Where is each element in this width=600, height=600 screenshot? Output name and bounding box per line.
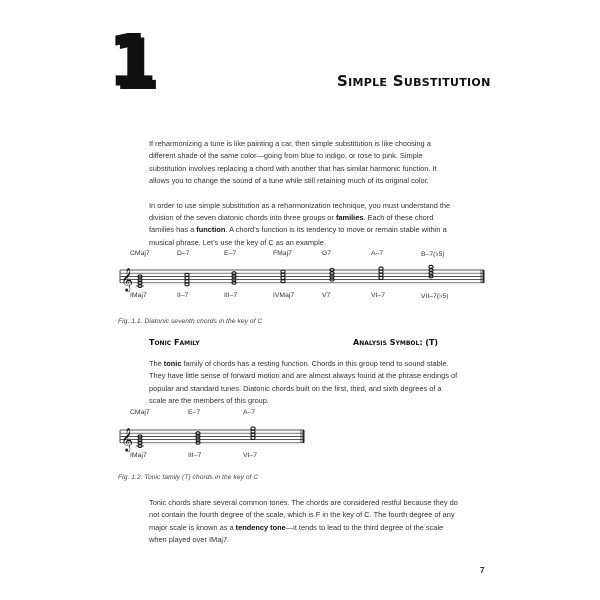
whole-note <box>281 273 285 276</box>
chord-symbol: A–7 <box>243 409 256 416</box>
bold-term-function: function <box>196 225 226 235</box>
whole-note <box>251 430 255 433</box>
figure-1-caption: Fig. 1.1. Diatonic seventh chords in the key of C <box>118 318 263 325</box>
staff-figure-1 <box>118 260 488 296</box>
chord-symbol: E–7 <box>188 409 201 416</box>
treble-clef-icon: 𝄞 <box>121 266 133 291</box>
whole-note <box>379 270 383 273</box>
whole-note <box>185 280 189 283</box>
chord-symbol: E–7 <box>224 250 237 257</box>
whole-note <box>281 277 285 280</box>
figure-2-caption: Fig. 1.2. Tonic family (T) chords in the key of C <box>118 474 259 481</box>
analysis-symbol: Analysis Symbol: (T) <box>353 338 439 347</box>
whole-note <box>251 433 255 436</box>
whole-note <box>251 427 255 430</box>
section-heading-tonic: Tonic Family <box>149 338 200 347</box>
chapter-number: 1 <box>108 20 157 102</box>
chord-symbol: A–7 <box>371 250 384 257</box>
figure-1-1 <box>118 250 488 310</box>
treble-clef-icon: 𝄞 <box>121 426 133 451</box>
chord-symbol: B–7(♭5) <box>421 251 445 258</box>
chord-symbol: D–7 <box>177 250 190 257</box>
whole-note <box>379 273 383 276</box>
roman-numeral: II–7 <box>177 292 189 299</box>
whole-note <box>185 283 189 286</box>
whole-note <box>379 277 383 280</box>
whole-note <box>281 270 285 273</box>
roman-numeral: III–7 <box>224 292 238 299</box>
chord-symbol: CMaj7 <box>130 409 150 416</box>
staff-figure-2 <box>118 420 308 456</box>
roman-numeral: VII–7(♭5) <box>421 293 449 300</box>
closing-paragraph: Tonic chords share several common tones. The chords are considered restful because they do not contain the fourth degree of the scale, which is F in the key of C. The fourth degree of any major scale is known as a tendency tone—it tends to lead to the third degree of the scale when played over IMaj7. <box>149 498 458 545</box>
intro-text <box>149 138 459 261</box>
whole-note <box>379 267 383 270</box>
whole-note <box>281 280 285 283</box>
intro-paragraph-2: In order to use simple substitution as a reharmonization technique, you must understand the division of the seven diatonic chords into three groups or families. Each of these chord families has a function. A chord’s function is its tendency to move or remain stable within a musical phrase. Let’s use the key of C as an example. <box>149 200 451 247</box>
chord-symbol: G7 <box>322 250 332 257</box>
roman-numeral: IVMaj7 <box>273 292 295 299</box>
whole-note <box>429 265 433 268</box>
whole-note <box>185 277 189 280</box>
bold-term-tonic: tonic <box>163 359 182 368</box>
roman-numeral: VI–7 <box>243 452 257 459</box>
roman-numeral: IMaj7 <box>130 292 147 299</box>
bold-term-families: families <box>335 213 364 223</box>
roman-numeral: VI–7 <box>371 292 385 299</box>
roman-numeral: V7 <box>322 292 331 299</box>
page-number: 7 <box>480 566 485 575</box>
closing-text <box>149 497 459 559</box>
chapter-title: Simple Substitution <box>337 72 491 90</box>
roman-numeral: IMaj7 <box>130 452 147 459</box>
figure-1-2 <box>118 409 308 469</box>
chord-symbol: CMaj7 <box>130 250 150 257</box>
bold-term-tendency-tone: tendency tone <box>235 522 286 532</box>
tonic-paragraph: The tonic family of chords has a resting function. Chords in this group tend to sound stable. They have little sense of forward motion and are almost always found at the phrase endings of popular and standard tunes. Diatonic chords built on the first, third, and sixth degrees of a scale are the members of this group. <box>149 359 458 406</box>
whole-note <box>251 437 255 440</box>
intro-paragraph-1: If reharmonizing a tune is like painting a car, then simple substitution is like choosing a different shade of the same color—going from blue to indigo, or rose to pink. Simple substitution involves replacing a chord with another that has similar harmonic function. It allows you to change the sound of a tune while still retaining much of its original color. <box>149 139 437 186</box>
whole-note <box>185 273 189 276</box>
roman-numeral: III–7 <box>188 452 202 459</box>
chord-symbol: FMaj7 <box>273 250 292 257</box>
